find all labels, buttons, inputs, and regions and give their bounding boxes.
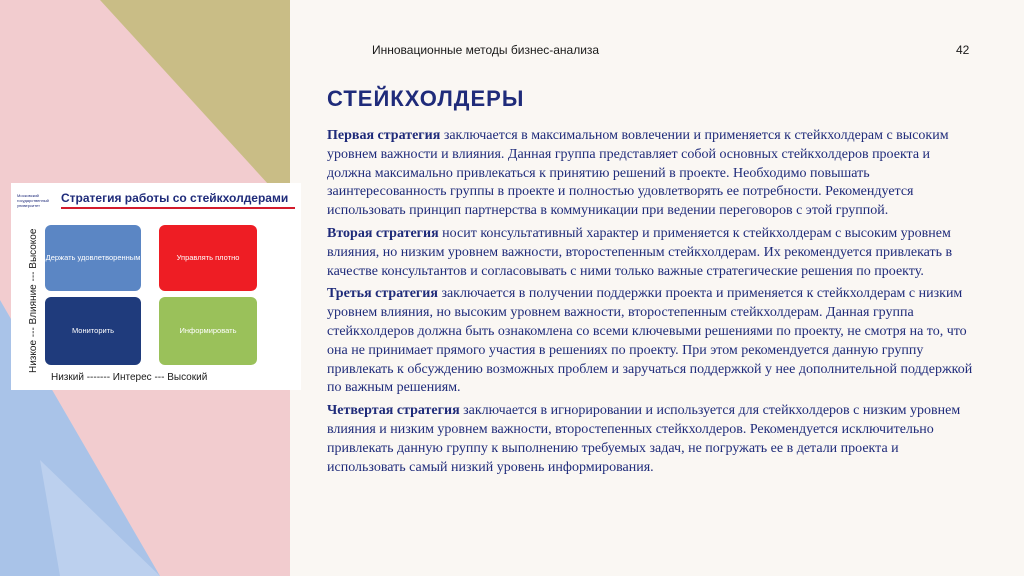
slide-body — [327, 127, 977, 481]
matrix-x-axis-label: Низкий ------- Интерес --- Высокий — [51, 372, 208, 383]
quadrant-inform: Информировать — [159, 297, 257, 365]
paragraph-second-strategy — [327, 225, 977, 281]
university-logo-text: Московский государственный университет — [17, 193, 49, 208]
paragraph-lead: Первая стратегия — [327, 128, 441, 143]
quadrant-monitor: Мониторить — [45, 297, 141, 365]
matrix-title-underline — [61, 207, 295, 209]
paragraph-lead: Третья стратегия — [327, 286, 438, 302]
paragraph-fourth-strategy — [327, 402, 977, 477]
course-title: Инновационные методы бизнес-анализа — [372, 43, 600, 57]
paragraph-lead: Вторая стратегия — [327, 225, 439, 241]
matrix-y-axis-label: Низкое --- Влияние --- Высокое — [28, 228, 39, 373]
quadrant-manage-closely: Управлять плотно — [159, 225, 257, 291]
paragraph-text: заключается в получении поддержки проекта и применяется к стейкхолдерам с низким уровнем влияния, но высоким уровнем важности, второстепенным стейкхолдерам. Данная группа стейкхолдеров должна быть ознакомлена со всеми ключевыми решениями по проекту, не смотря на то, что она не принимает прямого участия в решениях по проекту. При этом рекомендуется данную группу привлекать к обсуждению возможных проблем и заручаться поддержкой у нее дополнительной поддержкой по важным решениям. — [327, 286, 973, 396]
paragraph-third-strategy — [327, 285, 977, 398]
paragraph-text: заключается в игнорировании и используется для стейкхолдеров с низким уровнем влияния и низким уровнем важности, второстепенных стейкхолдеров. Рекомендуется исключительно привлекать данную группу к выполнению требуемых задач, не погружать ее в детали проекта и использовать самый низкий уровень информирования. — [327, 403, 961, 475]
paragraph-lead: Четвертая стратегия — [327, 403, 460, 419]
quadrant-keep-satisfied: Держать удовлетворенным — [45, 225, 141, 291]
page-number: 42 — [956, 43, 970, 57]
paragraph-text: носит консультативный характер и применяется к стейкхолдерам с высоким уровнем влияния, но низким уровнем важности, второстепенным стейкхолдерам. Их рекомендуется привлекать в качестве консультантов и согласовывать с ними только важные стратегические решения по проекту. — [327, 225, 953, 279]
paragraph-text: заключается в максимальном вовлечении и применяется к стейкхолдерам с высоким уровнем важности и влияния. Данная группа представляет собой основных стейкхолдеров проекта и должна максимально привлекаться к принятию решений в проекте. Необходимо повышать заинтересованность группы в проекте и полностью удовлетворять ее потребности. Рекомендуется использовать принцип партнерства в коммуникации при ведении переговоров с этой группой. — [327, 128, 949, 219]
slide-title: СТЕЙКХОЛДЕРЫ — [327, 86, 525, 111]
matrix-title: Стратегия работы со стейкхолдерами — [61, 191, 289, 205]
paragraph-first-strategy — [327, 127, 977, 221]
stakeholder-matrix-image — [11, 183, 301, 390]
